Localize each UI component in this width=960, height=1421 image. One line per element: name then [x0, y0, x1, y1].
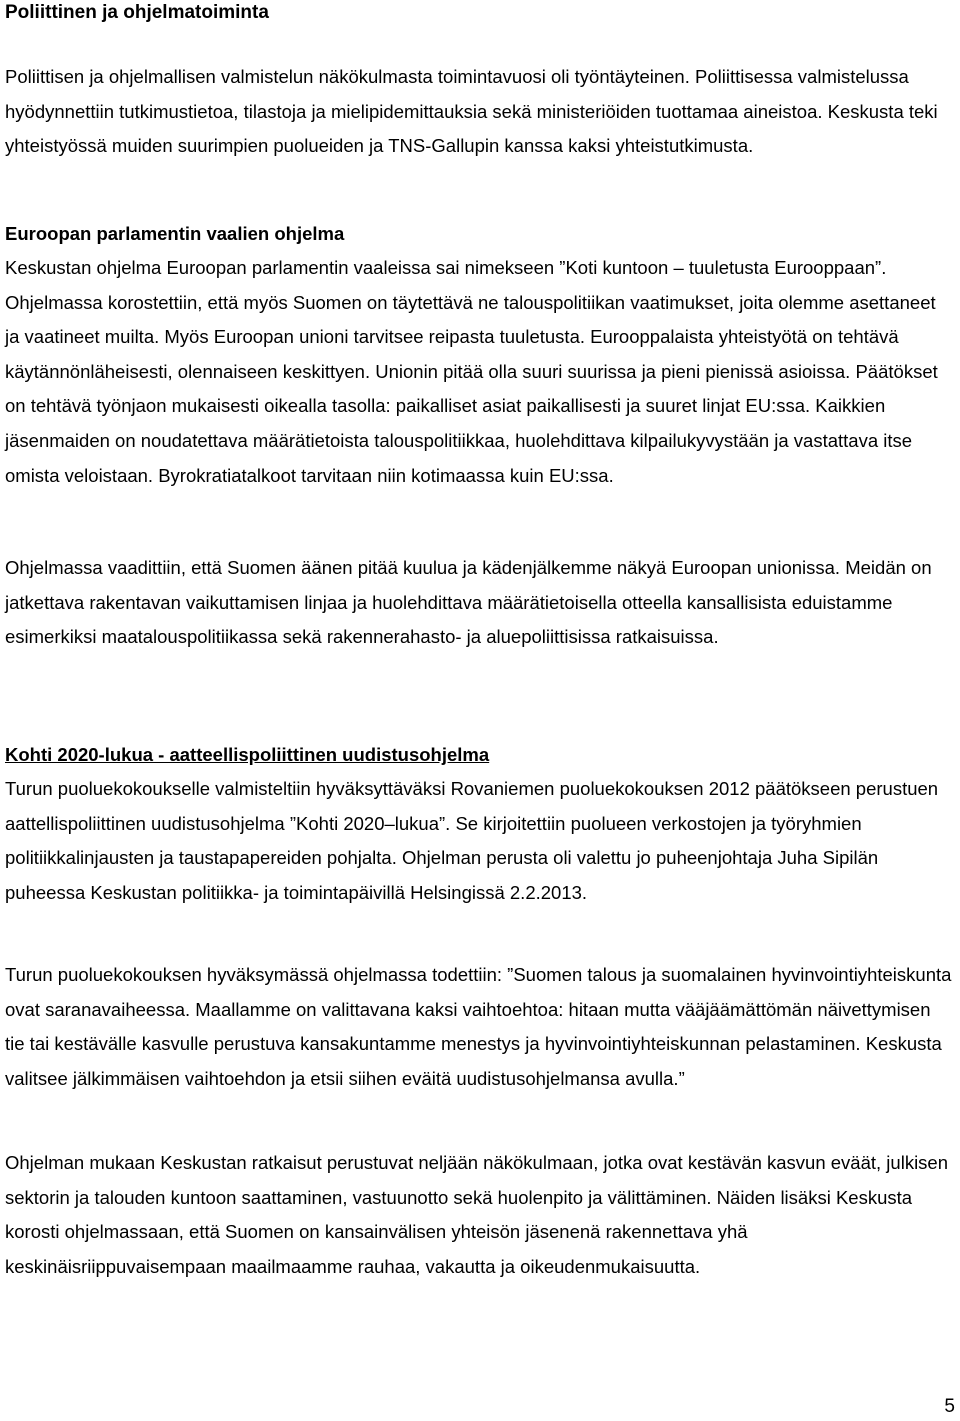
- eu-paragraph-2: Ohjelmassa vaadittiin, että Suomen äänen pitää kuulua ja kädenjälkemme näkyä Euroopan unionissa. Meidän on jatkettava rakentavan vaikuttamisen linjaa ja huolehdittava määrätietoisella otteella kansallisista eduistamme esimerkiksi maatalouspolitiikassa sekä rakennerahasto- ja aluepoliittisissa ratkaisuissa.: [5, 557, 932, 648]
- eu-paragraph-1: Keskustan ohjelma Euroopan parlamentin vaaleissa sai nimekseen ”Koti kuntoon – tuuletusta Eurooppaan”. Ohjelmassa korostettiin, että myös Suomen on täytettävä ne talouspolitiikan vaatimukset, joita olemme asettaneet ja vaatineet muilta. Myös Euroopan unioni tarvitsee reipasta tuuletusta. Eurooppalaista yhteistyötä on tehtävä käytännönläheisesti, olennaiseen keskittyen. Unionin pitää olla suuri suurissa ja pieni pienissä asioissa. Päätökset on tehtävä työnjaon mukaisesti oikealla tasolla: paikalliset asiat paikallisesti ja suuret linjat EU:ssa. Kaikkien jäsenmaiden on noudatettava määrätietoista talouspolitiikkaa, huolehdittava kilpailukyvystään ja vastattava itse omista veloistaan. Byrokratiatalkoot tarvitaan niin kotimaassa kuin EU:ssa.: [5, 257, 938, 486]
- page-number: 5: [944, 1396, 955, 1417]
- renewal-paragraph-3: Ohjelman mukaan Keskustan ratkaisut perustuvat neljään näkökulmaan, jotka ovat kestävän kasvun eväät, julkisen sektorin ja talouden kuntoon saattaminen, vastuunotto sekä huolenpito ja välittäminen. Näiden lisäksi Keskusta korosti ohjelmassaan, että Suomen on kansainvälisen yhteisön jäsenenä rakennettava yhä keskinäisriippuvaisempaan maailmaamme rauhaa, vakautta ja oikeudenmukaisuutta.: [5, 1152, 949, 1277]
- eu-section-heading: Euroopan parlamentin vaalien ohjelma: [5, 223, 345, 244]
- renewal-section-heading: Kohti 2020-lukua - aatteellispoliittinen uudistusohjelma: [5, 744, 490, 765]
- renewal-paragraph-2: Turun puoluekokouksen hyväksymässä ohjelmassa todettiin: ”Suomen talous ja suomalainen hyvinvointiyhteiskunta ovat saranavaiheessa. Maallamme on valittavana kaksi vaihtoehtoa: hitaan mutta vääjäämättömän näivettymisen tie tai kestävälle kasvulle perustuva kansakuntamme menestys ja hyvinvointiyhteiskunnan pelastaminen. Keskusta valitsee jälkimmäisen vaihtoehdon ja etsii siihen eväitä uudistusohjelmansa avulla.”: [5, 964, 952, 1089]
- intro-paragraph: Poliittisen ja ohjelmallisen valmistelun näkökulmasta toimintavuosi oli työntäyteinen. Poliittisessa valmistelussa hyödynnettiin tutkimustietoa, tilastoja ja mielipidemittauksia sekä ministeriöiden tuottamaa aineistoa. Keskusta teki yhteistyössä muiden suurimpien puolueiden ja TNS-Gallupin kanssa kaksi yhteistutkimusta.: [5, 66, 938, 157]
- renewal-paragraph-1: Turun puoluekokoukselle valmisteltiin hyväksyttäväksi Rovaniemen puoluekokouksen 2012 päätökseen perustuen aattellispoliittinen uudistusohjelma ”Kohti 2020–lukua”. Se kirjoitettiin puolueen verkostojen ja työryhmien politiikkalinjausten ja taustapapereiden pohjalta. Ohjelman perusta oli valettu jo puheenjohtaja Juha Sipilän puheessa Keskustan politiikka- ja toimintapäivillä Helsingissä 2.2.2013.: [5, 778, 939, 903]
- page-title: Poliittinen ja ohjelmatoiminta: [5, 2, 269, 23]
